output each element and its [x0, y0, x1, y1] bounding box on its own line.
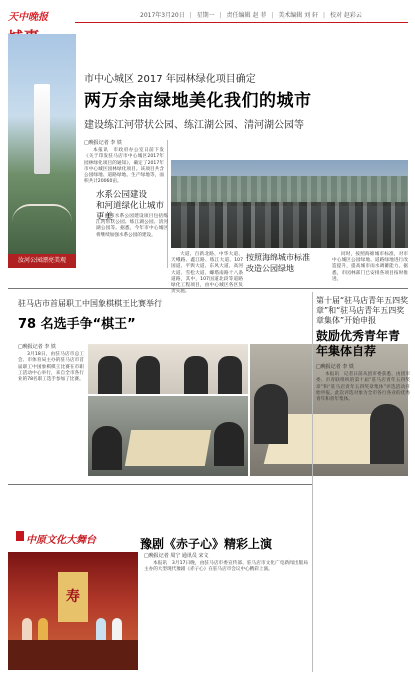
main-col-2 [96, 214, 168, 270]
designer-name: 刘 轩 [304, 12, 319, 19]
main-kicker: 市中心城区 2017 年园林绿化项目确定 [84, 74, 256, 85]
youth-award-headline: 鼓励优秀青年青年集体自荐 [316, 329, 401, 358]
youth-award-text: 本报讯 记者日前从团市委获悉，由团市委、市青联组织的第十届“驻马店青年五四奖章”和“驻马店青年五四奖章集体”评选活动开始申报。此次评选对象为全市各行各业的优秀青年和青年集体。 [316, 372, 410, 403]
opera-headline: 豫剧《赤子心》精彩上演 [140, 537, 273, 551]
park-photo [8, 34, 76, 268]
ceremony-photo [171, 160, 408, 248]
opera-byline: □晚报记者 周宁 通讯员 宋文 [144, 553, 209, 559]
editor-name: 赵 菲 [252, 12, 267, 19]
youth-award-kicker: 第十届“驻马店青年五四奖章”和“驻马店青年五四奖章集体”开始申报 [316, 296, 409, 325]
main-col-4 [332, 252, 408, 282]
main-headline: 两万余亩绿地美化我们的城市 [84, 91, 312, 111]
chess-kicker: 驻马店市首届职工中国象棋棋王比赛举行 [18, 299, 162, 308]
page-meta-bar: 2017年3月20日 | 星期一 | 责任编辑 赵 菲 | 美术编辑 刘 轩 | 校对 赵彩云 [140, 12, 362, 19]
youth-award-body [316, 364, 410, 670]
designer-label: 美术编辑 [278, 12, 303, 19]
culture-stage-icon [16, 531, 24, 541]
proof-label: 校对 [329, 12, 342, 19]
issue-weekday: 星期一 [196, 12, 215, 19]
main-col4-text: 同时，按照海绵城市标准，对市中心城区公园绿地、道路绿地进行改造提升，提高城市雨水调蓄能力。据悉，市园林部门已安排各项目按时推进。 [332, 252, 408, 282]
main-col2-heading: 水系公园建设 和河道绿化让城市更美 [96, 190, 165, 222]
main-col-3 [171, 252, 243, 295]
issue-date: 2017年3月20日 [140, 12, 185, 19]
opera-body-text: 本报讯 3月17日晚，由驻马店市委宣传部、驻马店市文化广电新闻出版局主办的大型现代豫剧《赤子心》在驻马店市会议中心精彩上演。 [144, 561, 308, 573]
chess-headline: 78 名选手争“棋王” [18, 317, 136, 332]
main-col3-heading: 按照海绵城市标准 改造公园绿地 [246, 253, 310, 273]
main-byline: □晚报记者 李 铁 [84, 140, 122, 146]
youth-award-byline: □晚报记者 李 铁 [316, 364, 354, 370]
section-divider-1 [8, 288, 408, 289]
newspaper-logo: 天中晚报 [8, 12, 48, 23]
section-divider-2 [8, 484, 312, 485]
header-rule [75, 22, 408, 23]
main-col2-text: 城市水系公园建设项目包括练江河带状公园、练江湖公园、清河湖公园等。据悉，今年市中心城区将继续加强水系公园的建设。 [96, 214, 168, 238]
chess-body [18, 344, 84, 474]
main-subhead: 建设练江河带状公园、练江湖公园、清河湖公园等 [84, 120, 304, 131]
main-col1-text: 本报讯 市政府办公室日前下发《关于印发驻马店市中心城区2017年园林绿化项目的通知》，确定了2017年市中心城区园林绿化项目。该项目共含公园绿地、道路绿地、生产绿地等，面积共计20060亩。 [84, 148, 164, 185]
editor-label: 责任编辑 [226, 12, 251, 19]
chess-byline: □晚报记者 李 铁 [18, 344, 56, 350]
photo-caption: 汝河公园漂亮美观 [8, 254, 76, 268]
opera-body [144, 553, 308, 669]
culture-stage-logo: 中原文化大舞台 [26, 535, 96, 546]
chess-photo-players [88, 344, 248, 394]
main-col3-text: 大道、百新北路、中华大道、天峨路、鑫江路、练江大道、107国道、平舆大道、东风大道、高河大道、雪松大道、螺塔南路十八条道路，其中，107国道北段等道路绿化工程项目，由中心城区各区负责实施。 [171, 252, 243, 295]
chess-body-text: 3月18日，由驻马店市总工会、市体育局主办的驻马店市首届职工中国象棋棋王比赛在市职工活动中心举行，来自全市各行业的78名职工选手参加了比赛。 [18, 352, 84, 383]
proof-name: 赵彩云 [343, 12, 362, 19]
stage-banner: 寿 [58, 572, 88, 622]
opera-stage-photo [8, 552, 138, 670]
chess-photo-match [88, 396, 248, 476]
